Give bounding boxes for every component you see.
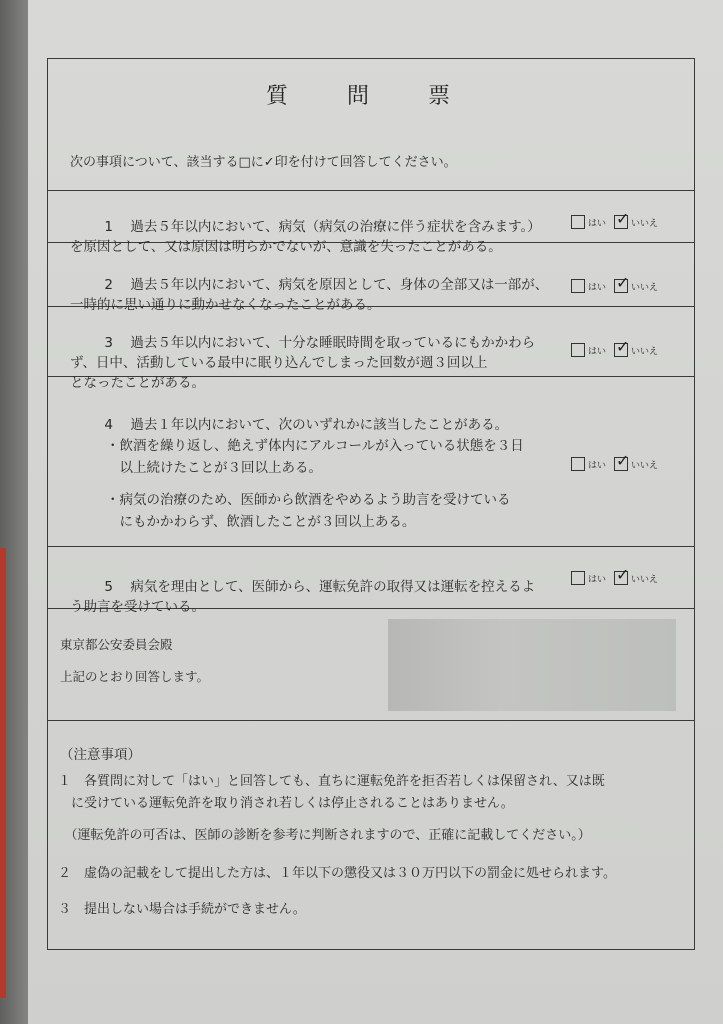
form-title: 質 問 票 bbox=[266, 84, 476, 109]
question-body: 過去５年以内において、病気を原因として、身体の全部又は一部が、 一時的に思い通りに動かせなくなったことがある。 bbox=[70, 277, 549, 313]
no-label: いいえ bbox=[630, 574, 658, 585]
yes-checkbox[interactable] bbox=[571, 279, 585, 293]
question-row-4 bbox=[48, 377, 694, 547]
yes-checkbox[interactable] bbox=[571, 215, 585, 229]
paper-sheet bbox=[28, 0, 723, 1024]
answer-options-2 bbox=[571, 279, 666, 293]
reply-text: 上記のとおり回答します。 bbox=[60, 669, 210, 684]
question-number: 1 bbox=[104, 219, 113, 235]
answer-options-3 bbox=[571, 343, 666, 357]
yes-label: はい bbox=[587, 346, 606, 357]
instruction-text: 次の事項について、該当する□に✓印を付けて回答してください。 bbox=[70, 155, 457, 170]
yes-label: はい bbox=[587, 460, 606, 471]
answer-options-4 bbox=[571, 457, 666, 471]
note-item-1-supplement: （運転免許の可否は、医師の診断を参考に判断されますので、正確に記載してください。） bbox=[58, 828, 591, 843]
question-body: 過去５年以内において、十分な睡眠時間を取っているにもかかわら ず、日中、活動している最中に眠り込んでしまった回数が週３回以上 となったことがある。 bbox=[70, 335, 536, 391]
red-edge bbox=[0, 548, 6, 998]
question-row-1 bbox=[48, 191, 694, 255]
question-number: 2 bbox=[104, 277, 113, 293]
note-item-1: １ 各質問に対して「はい」と回答しても、直ちに運転免許を拒否若しくは保留され、又は既 に受けている運転免許を取り消され若しくは停止されることはありません。 bbox=[58, 774, 605, 811]
yes-checkbox[interactable] bbox=[571, 343, 585, 357]
no-label: いいえ bbox=[630, 218, 658, 229]
question-body: 病気を理由として、医師から、運転免許の取得又は運転を控えるよ う助言を受けている。 bbox=[70, 579, 536, 615]
question-row-3 bbox=[48, 307, 694, 391]
redacted-block bbox=[388, 619, 676, 711]
yes-label: はい bbox=[587, 282, 606, 293]
condition-bullet-1: ・飲酒を繰り返し、絶えず体内にアルコールが入っている状態を３日 以上続けたことが３回以上ある。 bbox=[106, 438, 524, 476]
question-number: 5 bbox=[104, 579, 113, 595]
answer-options-5 bbox=[571, 571, 666, 585]
no-checkbox[interactable] bbox=[614, 215, 628, 229]
note-item-3: ３ 提出しない場合は手続ができません。 bbox=[58, 902, 306, 917]
condition-bullet-2: ・病気の治療のため、医師から飲酒をやめるよう助言を受けている にもかかわらず、飲酒したことが３回以上ある。 bbox=[106, 492, 511, 530]
no-label: いいえ bbox=[630, 460, 658, 471]
yes-checkbox[interactable] bbox=[571, 457, 585, 471]
question-number: 3 bbox=[104, 335, 113, 351]
header-row bbox=[48, 59, 694, 191]
answer-options-1 bbox=[571, 215, 666, 229]
question-body: 過去１年以内において、次のいずれかに該当したことがある。 bbox=[130, 417, 509, 433]
questionnaire-form bbox=[47, 58, 695, 950]
no-checkbox[interactable] bbox=[614, 343, 628, 357]
yes-label: はい bbox=[587, 218, 606, 229]
no-label: いいえ bbox=[630, 282, 658, 293]
question-body: 過去５年以内において、病気（病気の治療に伴う症状を含みます。） を原因として、又は原因は明らかでないが、意識を失ったことがある。 bbox=[70, 219, 541, 255]
no-label: いいえ bbox=[630, 346, 658, 357]
note-item-2: ２ 虚偽の記載をして提出した方は、１年以下の懲役又は３０万円以下の罰金に処せられます。 bbox=[58, 866, 616, 881]
yes-label: はい bbox=[587, 574, 606, 585]
question-row-2 bbox=[48, 243, 694, 313]
addressee-text: 東京都公安委員会殿 bbox=[60, 637, 173, 652]
question-number: 4 bbox=[104, 417, 113, 433]
notes-title: （注意事項） bbox=[60, 747, 141, 763]
no-checkbox[interactable] bbox=[614, 457, 628, 471]
no-checkbox[interactable] bbox=[614, 571, 628, 585]
notes-section bbox=[48, 721, 694, 949]
question-row-5 bbox=[48, 547, 694, 615]
signature-area bbox=[48, 609, 694, 721]
no-checkbox[interactable] bbox=[614, 279, 628, 293]
yes-checkbox[interactable] bbox=[571, 571, 585, 585]
